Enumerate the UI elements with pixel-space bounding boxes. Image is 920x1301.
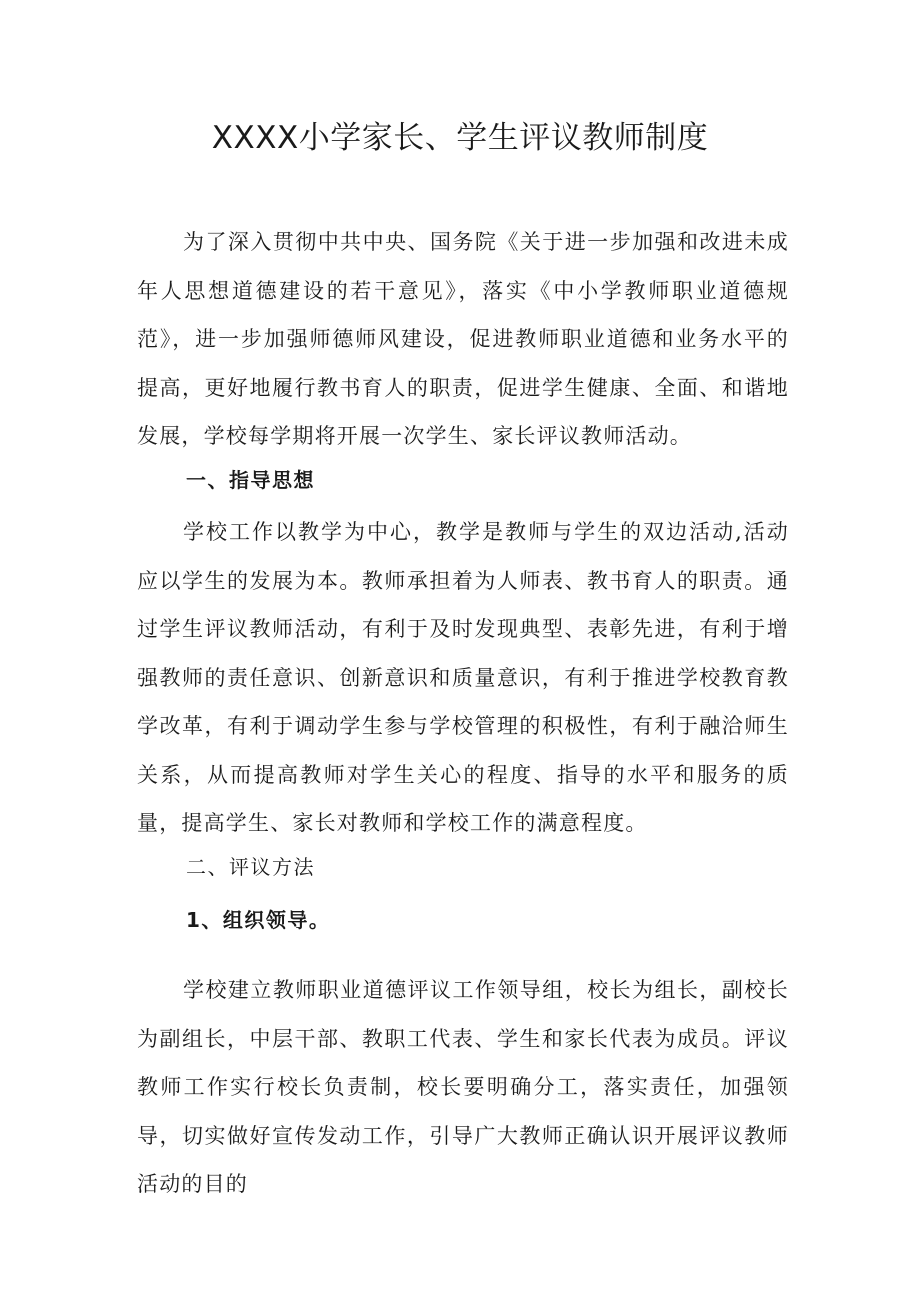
document-title: XXXX小学家长、学生评议教师制度: [211, 120, 709, 156]
intro-paragraph: 为了深入贯彻中共中央、国务院《关于进一步加强和改进未成年人思想道德建设的若干意见》，落实《中小学教师职业道德规范》，进一步加强师德师风建设，促进教师职业道德和业务水平的提高，更好地履行教书育人的职责，促进学生健康、全面、和谐地发展，学校每学期将开展一次学生、家长评议教师活动。: [137, 230, 789, 448]
subsection-heading-organization: 1、组织领导。: [186, 908, 331, 932]
guiding-ideology-paragraph: 学校工作以教学为中心，教学是教师与学生的双边活动,活动应以学生的发展为本。教师承担着为人师表、教书育人的职责。通过学生评议教师活动，有利于及时发现典型、表彰先进，有利于增强教师的责任意识、创新意识和质量意识，有利于推进学校教育教学改革，有利于调动学生参与学校管理的积极性，有利于融洽师生关系，从而提高教师对学生关心的程度、指导的水平和服务的质量，提高学生、家长对教师和学校工作的满意程度。: [137, 520, 789, 835]
organization-paragraph: 学校建立教师职业道德评议工作领导组，校长为组长，副校长为副组长，中层干部、教职工代表、学生和家长代表为成员。评议教师工作实行校长负责制，校长要明确分工，落实责任，加强领导，切实做好宣传发动工作，引导广大教师正确认识开展评议教师活动的目的: [137, 978, 789, 1196]
section-heading-evaluation-method: 二、评议方法: [186, 855, 315, 879]
section-heading-guiding-ideology: 一、指导思想: [186, 468, 315, 492]
